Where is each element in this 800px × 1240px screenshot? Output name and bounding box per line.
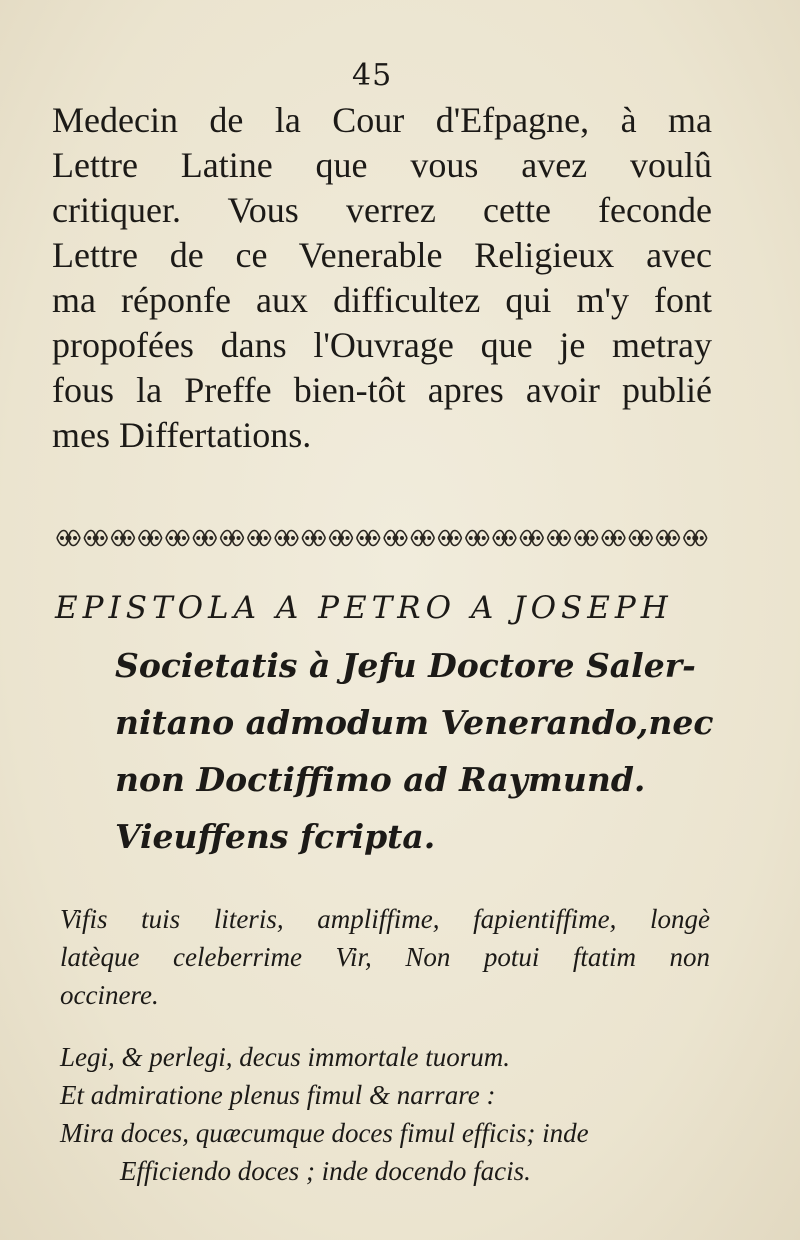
latin-verse — [60, 1038, 720, 1190]
verse-line: Mira doces, quæcumque doces fimul efficis; inde — [60, 1118, 589, 1148]
latin-prose — [60, 900, 710, 1014]
verse-line: Efficiendo doces ; inde docendo facis. — [120, 1156, 531, 1186]
text-line: Medecin de la Cour d'Efpagne, à ma — [52, 100, 712, 140]
text-line: critiquer. Vous verrez cette feconde — [52, 190, 712, 230]
heading-line: Societatis à Jefu Doctore Saler- — [115, 646, 696, 685]
verse-line: Legi, & perlegi, decus immortale tuorum. — [60, 1042, 510, 1072]
prose-line: Vifis tuis literis, ampliffime, fapientiffime, longè — [60, 904, 710, 934]
letter-heading — [55, 580, 715, 865]
ornament-icon — [55, 524, 709, 552]
french-paragraph — [52, 98, 712, 458]
heading-line: Vieuffens fcripta. — [115, 817, 436, 856]
heading-line: nitano admodum Venerando,nec — [115, 703, 714, 742]
text-line: fous la Preffe bien-tôt apres avoir publié — [52, 370, 712, 410]
prose-line: occinere. — [60, 980, 159, 1010]
verse-line: Et admiratione plenus fimul & narrare : — [60, 1080, 496, 1110]
prose-line: latèque celeberrime Vir, Non potui ftatim non — [60, 942, 710, 972]
page-number: 45 — [352, 58, 393, 93]
heading-line: non Doctiffimo ad Raymund. — [115, 760, 646, 799]
text-line: mes Differtations. — [52, 415, 312, 455]
heading-line: EPISTOLA A PETRO A JOSEPH — [55, 590, 673, 626]
text-line: ma réponfe aux difficultez qui m'y font — [52, 280, 712, 320]
text-line: Lettre Latine que vous avez voulû — [52, 145, 712, 185]
text-line: propofées dans l'Ouvrage que je metray — [52, 325, 712, 365]
text-line: Lettre de ce Venerable Religieux avec — [52, 235, 712, 275]
